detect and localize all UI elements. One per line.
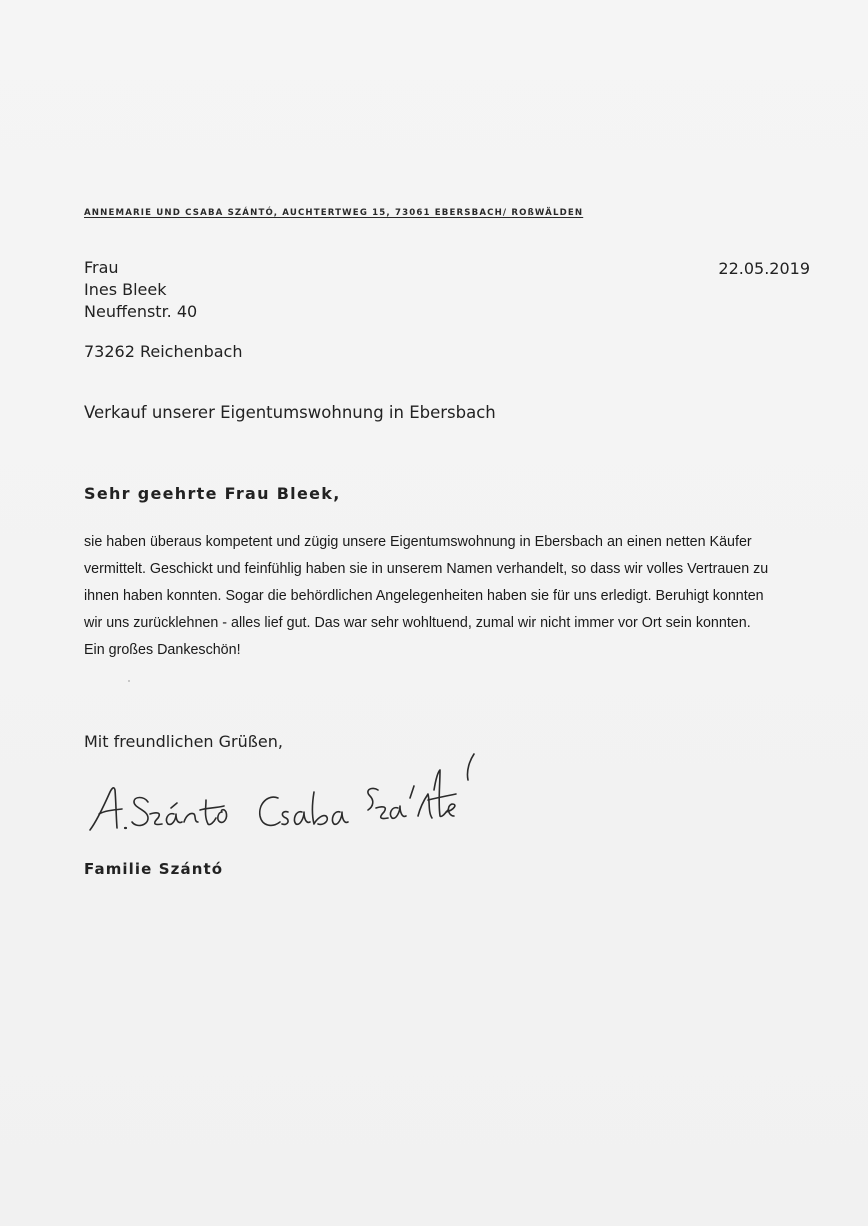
letter-greeting: Sehr geehrte Frau Bleek, bbox=[84, 484, 341, 503]
letter-closing: Mit freundlichen Grüßen, bbox=[84, 732, 283, 751]
letter-subject: Verkauf unserer Eigentumswohnung in Ebersbach bbox=[84, 403, 496, 422]
sender-address-line: ANNEMARIE UND CSABA SZÁNTÓ, AUCHTERTWEG 15, 73061 EBERSBACH/ ROßWÄLDEN bbox=[84, 208, 584, 218]
body-line: Ein großes Dankeschön! bbox=[84, 642, 241, 658]
family-signature-name: Familie Szántó bbox=[84, 860, 224, 878]
recipient-salutation-title: Frau bbox=[84, 258, 119, 277]
body-line: vermittelt. Geschickt und feinfühlig haben sie in unserem Namen verhandelt, so dass wir volles Vertrauen zu bbox=[84, 561, 769, 577]
body-line: ihnen haben konnten. Sogar die behördlichen Angelegenheiten haben sie für uns erledigt. Beruhigt konnten bbox=[84, 588, 764, 604]
body-line: sie haben überaus kompetent und zügig unsere Eigentumswohnung in Ebersbach an einen netten Käufer bbox=[84, 534, 752, 550]
paper-speck bbox=[128, 680, 130, 682]
recipient-city: 73262 Reichenbach bbox=[84, 342, 243, 361]
body-line: wir uns zurücklehnen - alles lief gut. Das war sehr wohltuend, zumal wir nicht immer vor Ort sein konnten. bbox=[84, 615, 751, 631]
recipient-name: Ines Bleek bbox=[84, 280, 167, 299]
recipient-street: Neuffenstr. 40 bbox=[84, 302, 198, 321]
letter-body bbox=[84, 529, 814, 664]
letter-date: 22.05.2019 bbox=[718, 259, 810, 278]
handwritten-signature bbox=[82, 750, 502, 840]
